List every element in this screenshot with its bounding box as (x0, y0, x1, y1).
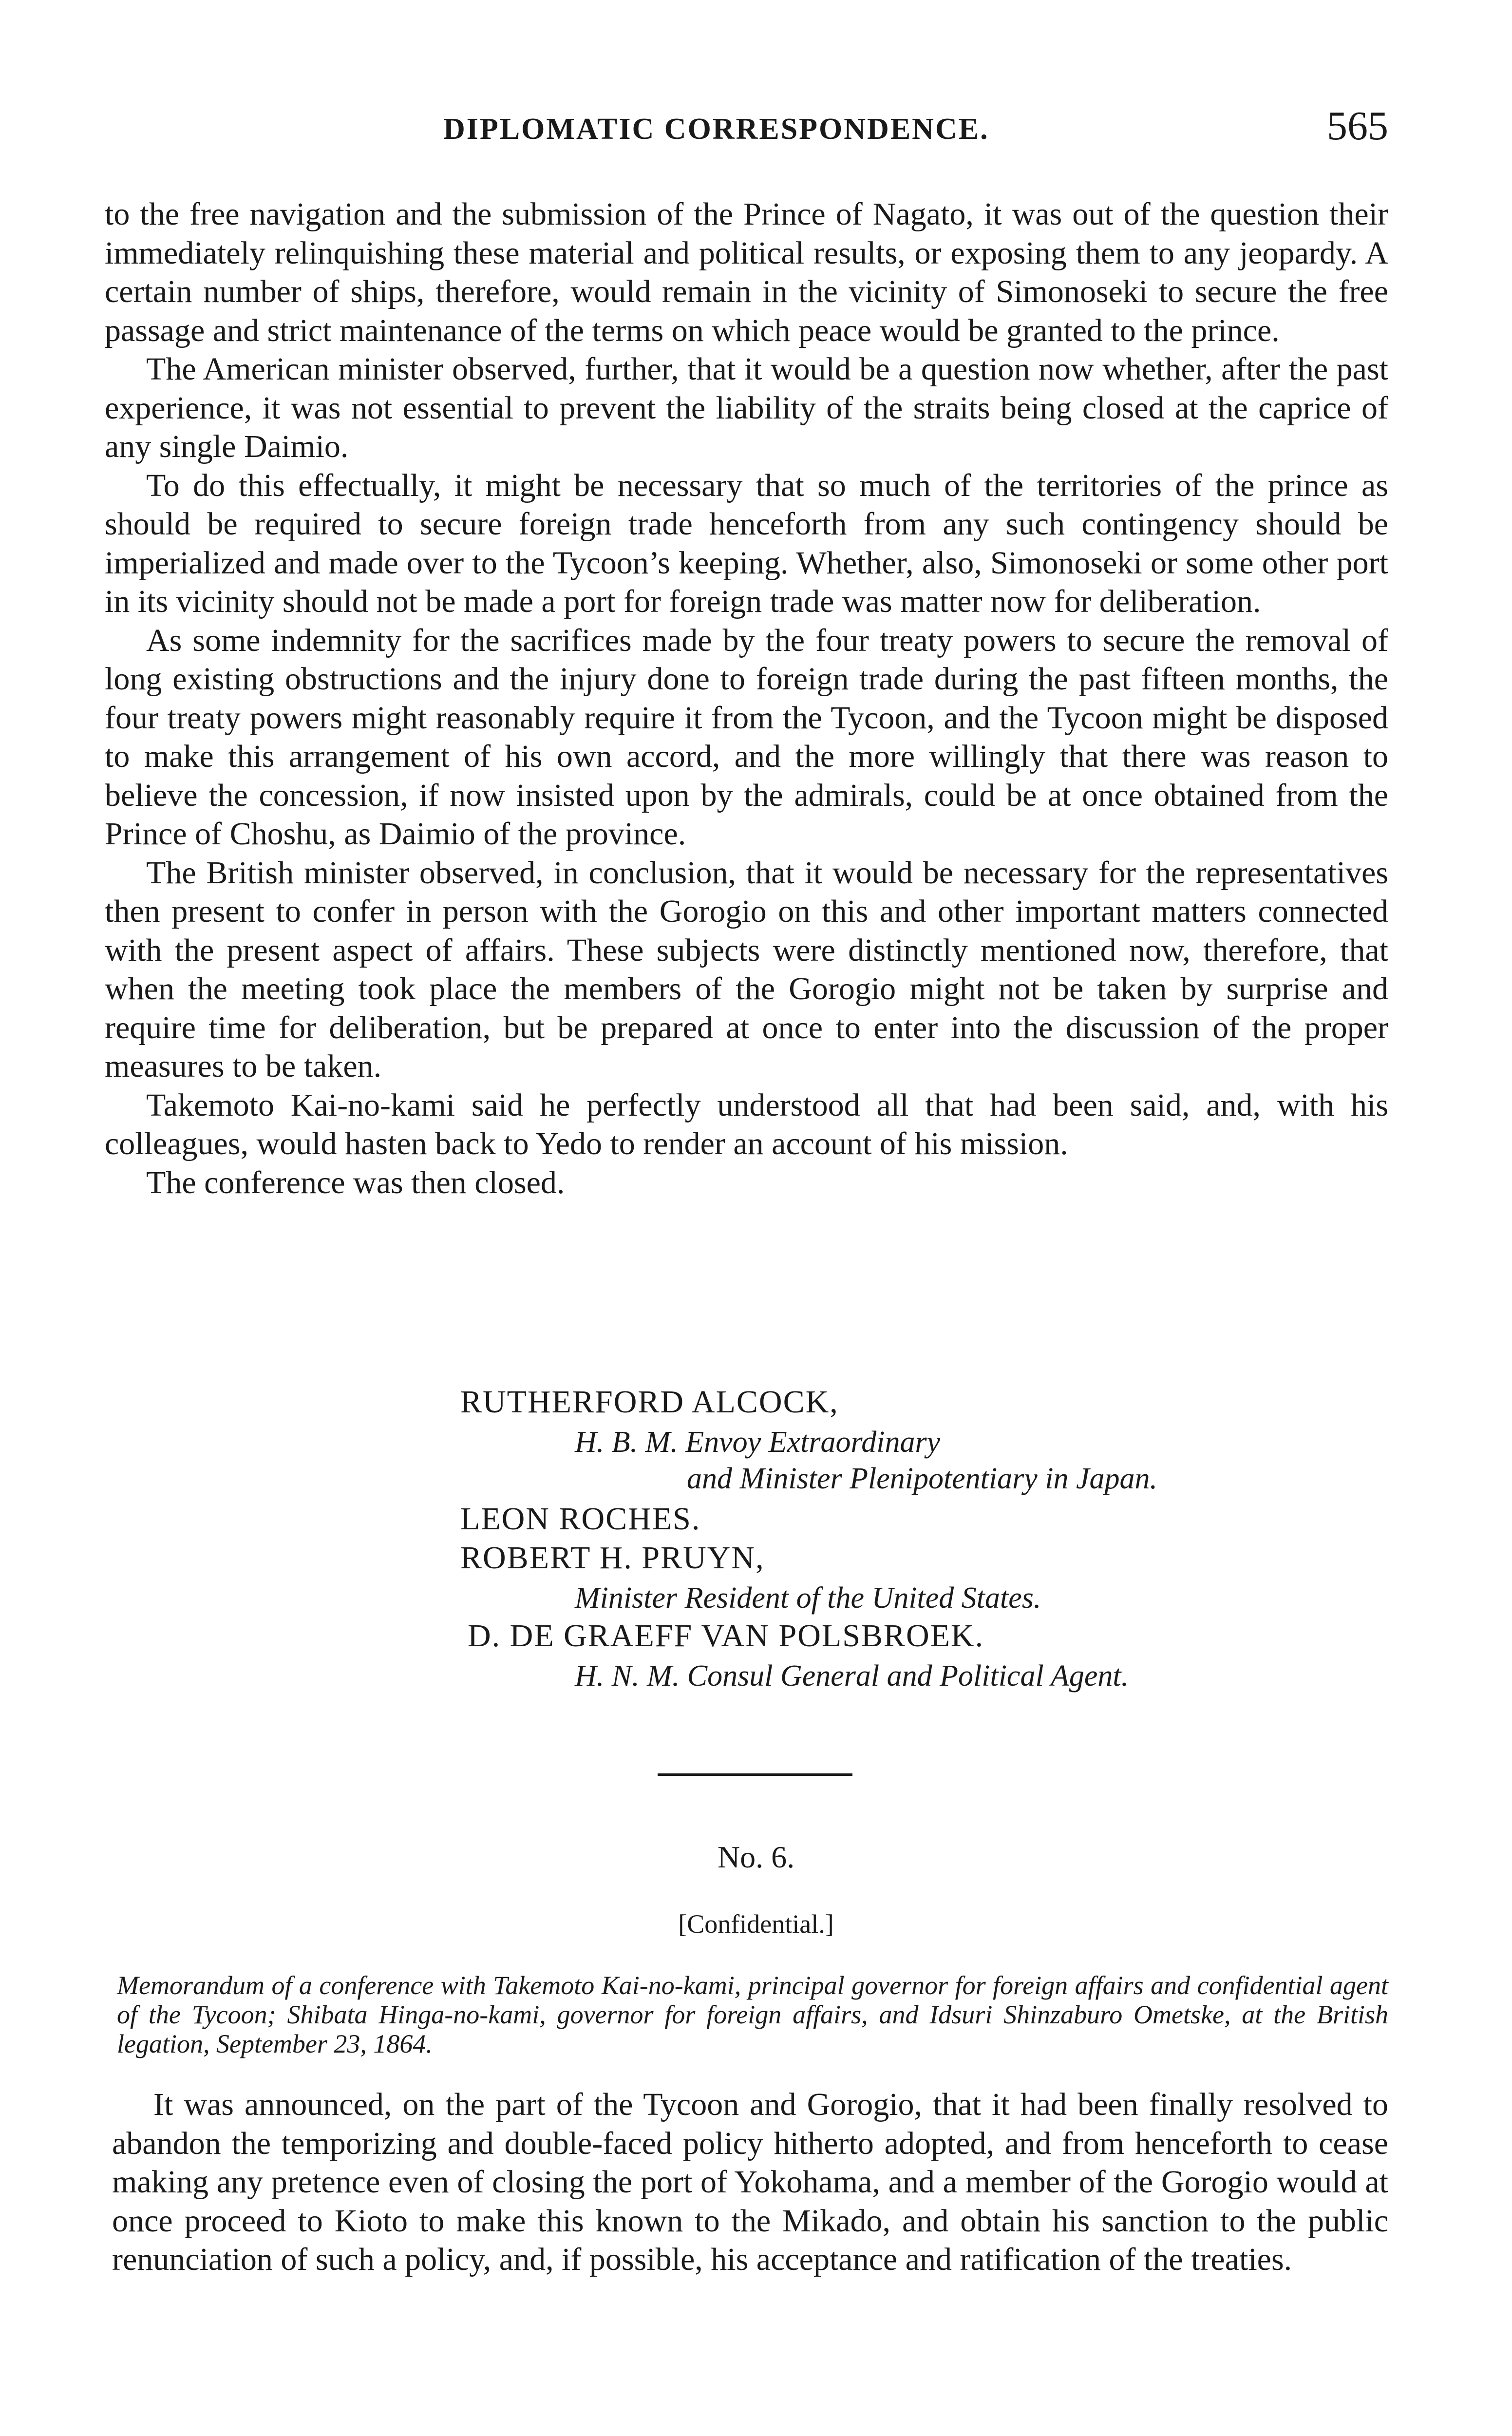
polsbroek-title: H. N. M. Consul General and Political Agent. (575, 1659, 1129, 1693)
signatory-polsbroek: D. DE GRAEFF VAN POLSBROEK. (468, 1618, 984, 1654)
page-number: 565 (1327, 103, 1388, 149)
paragraph-british-minister: The British minister observed, in conclusion, that it would be necessary for the representatives then present to confer in person with the Gorogio on this and other important matters connected with the present aspect of affairs. These subjects were distinctly mentioned now, therefore, that when the meeting took place the members of the Gorogio might not be taken by surprise and require time for deliberation, but be prepared at once to enter into the discussion of the proper measures to be taken. (105, 855, 1388, 1084)
signatory-pruyn: ROBERT H. PRUYN, (460, 1540, 765, 1576)
signatory-roches: LEON ROCHES. (460, 1501, 701, 1537)
memorandum-body (112, 2085, 1388, 2279)
page-header (105, 97, 1388, 166)
running-head: DIPLOMATIC CORRESPONDENCE. (443, 113, 989, 146)
paragraph-takemoto-reply: Takemoto Kai-no-kami said he perfectly understood all that had been said, and, with his colleagues, would hasten back to Yedo to render an account of his mission. (105, 1087, 1388, 1161)
section-divider (658, 1773, 852, 1776)
signatory-alcock: RUTHERFORD ALCOCK, (460, 1384, 839, 1420)
paragraph-indemnity: As some indemnity for the sacrifices made by the four treaty powers to secure the removal of long existing obstructions and the injury done to foreign trade during the past fifteen months, the four treaty powers might reasonably require it from the Tycoon, and the Tycoon might be disposed to make this arrangement of his own accord, and the more willingly that there was reason to believe the concession, if now insisted upon by the admirals, could be at once obtained from the Prince of Choshu, as Daimio of the province. (105, 622, 1388, 852)
body-text (105, 195, 1388, 1202)
paragraph-continuation: to the free navigation and the submission of the Prince of Nagato, it was out of the question their immediately relinquishing these material and political results, or exposing them to any jeopardy. A certain number of ships, therefore, would remain in the vicinity of Simonoseki to secure the free passage and strict maintenance of the terms on which peace would be granted to the prince. (105, 196, 1388, 348)
classification-label: [Confidential.] (678, 1909, 834, 1939)
pruyn-title: Minister Resident of the United States. (575, 1581, 1041, 1615)
memorandum-paragraph: It was announced, on the part of the Tycoon and Gorogio, that it had been finally resolved to abandon the temporizing and double-faced policy hitherto adopted, and from henceforth to cease making any pretence even of closing the port of Yokohama, and a member of the Gorogio would at once proceed to Kioto to make this known to the Mikado, and obtain his sanction to the public renunciation of such a policy, and, if possible, his acceptance and ratification of the treaties. (112, 2087, 1388, 2277)
paragraph-territories: To do this effectually, it might be necessary that so much of the territories of the prince as should be required to secure foreign trade henceforth from any such contingency should be imperialized and made over to the Tycoon’s keeping. Whether, also, Simonoseki or some other port in its vicinity should not be made a port for foreign trade was matter now for deliberation. (105, 467, 1388, 619)
alcock-title-line-1: H. B. M. Envoy Extraordinary (575, 1426, 941, 1459)
document-number: No. 6. (717, 1840, 795, 1874)
paragraph-conference-closed: The conference was then closed. (146, 1164, 565, 1200)
paragraph-american-minister: The American minister observed, further, that it would be a question now whether, after the past experience, it was not essential to prevent the liability of the straits being closed at the caprice of any single Daimio. (105, 351, 1388, 464)
alcock-title-line-2: and Minister Plenipotentiary in Japan. (687, 1462, 1158, 1495)
memorandum-heading: Memorandum of a conference with Takemoto Kai-no-kami, principal governor for foreign affairs and confidential agent of the Tycoon; Shibata Hinga-no-kami, governor for foreign affairs, and Idsuri Shinzaburo Ometske, at the British legation, September 23, 1864. (117, 1971, 1388, 2058)
